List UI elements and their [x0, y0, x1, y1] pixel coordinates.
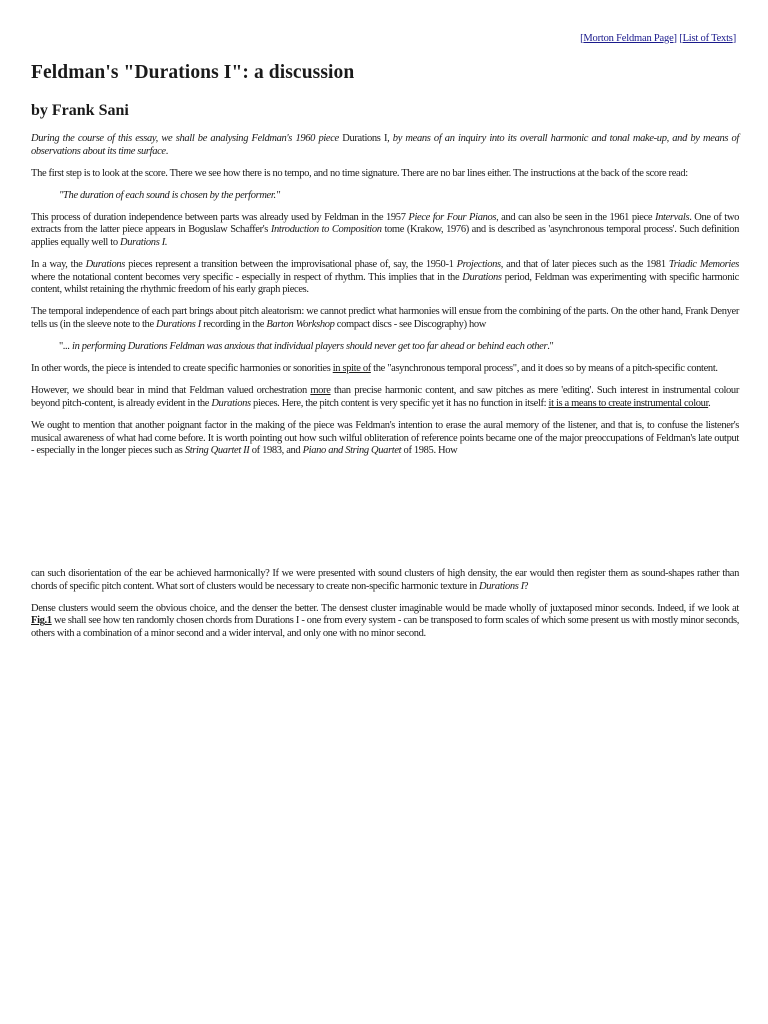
text: . One of two extracts from the latter piece appears in Boguslaw Schaffer's — [31, 211, 739, 236]
nav-bracket: [ — [580, 33, 584, 44]
piece-title: Intervals — [655, 211, 690, 223]
nav-bracket: ] — [732, 33, 736, 44]
top-navigation — [580, 33, 736, 44]
paragraph-aural-memory — [31, 420, 739, 458]
piece-title: Durations I — [156, 319, 201, 331]
piece-title: Durations — [462, 271, 502, 283]
emphasis-underline: more — [310, 385, 331, 397]
piece-title: Projections, — [456, 259, 504, 271]
intro-paragraph — [31, 133, 739, 158]
paragraph-in-other-words — [31, 363, 739, 376]
fig1-link[interactable]: Fig.1 — [31, 615, 52, 627]
emphasis-underline: it is a means to create instrumental colour — [548, 397, 709, 409]
piece-title: Piece for Four Pianos, — [408, 211, 499, 223]
text: In other words, the piece is intended to create specific harmonies or sonorities — [31, 363, 333, 375]
text: recording in the — [200, 319, 267, 331]
text: tome (Krakow, 1976) and is described as 'asynchronous temporal process'. Such definition applies equally well to — [31, 224, 739, 249]
paragraph-aleatorism — [31, 306, 739, 331]
article-body-lower — [31, 568, 739, 650]
paragraph-disorientation — [31, 568, 739, 593]
text: we shall see how ten randomly chosen chords from Durations I - one from every system - can be transposed to form scales of which some present us with mostly minor seconds, others with a combination of a minor second and a wider interval, and only one with no minor second. — [31, 615, 739, 639]
text: . — [708, 397, 711, 409]
quote-mark: " — [59, 341, 63, 353]
article-body-upper — [31, 133, 739, 467]
quote-mark: ." — [547, 341, 554, 353]
text: In a way, the — [31, 259, 86, 271]
piece-title: Durations — [211, 397, 251, 409]
text: the "asynchronous temporal process", and it does so by means of a pitch-specific content. — [370, 363, 718, 375]
text: However, we should bear in mind that Feldman valued orchestration — [31, 385, 311, 397]
text: period, Feldman was experimenting with specific harmonic content, whilst retaining the rhythmic freedom of his early graph pieces. — [31, 271, 739, 296]
intro-text: During the course of this essay, we shall be analysing Feldman's 1960 piece — [31, 133, 343, 144]
piece-title: Durations I. — [120, 237, 168, 249]
nav-bracket: ] [ — [673, 33, 683, 44]
text: and can also be seen in the 1961 piece — [498, 211, 655, 223]
list-of-texts-link[interactable]: List of Texts — [682, 33, 733, 44]
paragraph-transition — [31, 259, 739, 297]
author-byline: by Frank Sani — [31, 102, 129, 119]
page-title: Feldman's "Durations I": a discussion — [31, 62, 355, 83]
book-title: Introduction to Composition — [270, 224, 382, 236]
paragraph-score: The first step is to look at the score. There we see how there is no tempo, and no time signature. There are no bar lines either. The instructions at the back of the score read: — [31, 167, 688, 179]
intro-text: . — [165, 145, 169, 157]
ensemble-name: Barton Workshop — [266, 319, 335, 331]
text: pieces. Here, the pitch content is very specific yet it has no function in itself: — [250, 397, 549, 409]
piece-title: Piano and String Quartet — [302, 445, 402, 457]
piece-title: Durations I — [479, 580, 524, 592]
paragraph-duration-independence — [31, 212, 739, 250]
text: The temporal independence of each part brings about pitch aleatorism: we cannot predict what harmonies will ensue from the combining of the parts. On the other hand, Frank Denyer tells us (in the sleeve note to the — [31, 306, 739, 331]
text: This process of duration independence between parts was already used by Feldman in the 1957 — [31, 211, 409, 223]
intro-text: , by means of an inquiry into its overall harmonic and tonal make-up, and by means of observations about its time surface — [31, 133, 739, 157]
quote-denyer — [59, 341, 739, 354]
text: of 1985. How — [401, 445, 458, 457]
text: We ought to mention that another poignant factor in the making of the piece was Feldman's intention to erase the aural memory of the listener, and that is, to confuse the listener's musical awareness of what had come before. It is worth pointing out how such wilful obliteration of reference points became one of the major preoccupations of Feldman's late output - especially in the longer pieces such as — [31, 420, 739, 457]
emphasis-underline: in spite of — [332, 363, 371, 375]
text: than precise harmonic content, and saw pitches as mere 'editing'. Such interest in instrumental colour beyond pitch-content, is already evident in the — [31, 385, 739, 409]
text: compact discs - see Discography) how — [334, 319, 487, 331]
text: ? — [523, 580, 529, 592]
piece-title: Triadic Memories — [668, 259, 740, 271]
piece-title: String Quartet II — [184, 445, 250, 457]
intro-piece-title: Durations I — [342, 133, 388, 144]
text: pieces represent a transition between the improvisational phase of, say, the 1950-1 — [125, 259, 457, 271]
quote-performer — [59, 190, 739, 203]
morton-feldman-page-link[interactable]: Morton Feldman Page — [583, 33, 674, 44]
text: and that of later pieces such as the 1981 — [503, 259, 669, 271]
paragraph-orchestration — [31, 385, 739, 410]
text: can such disorientation of the ear be achieved harmonically? If we were presented with sound clusters of high density, the ear would then register them as sound-shapes rather than chords of specific pitch content. What sort of clusters would be necessary to create non-specific harmonic texture in — [31, 568, 739, 592]
text: Dense clusters would seem the obvious choice, and the denser the better. The densest cluster imaginable would be made wholly of juxtaposed minor seconds. Indeed, if we look at — [31, 602, 739, 614]
quote-text: ... in performing Durations Feldman was anxious that individual players should never get too far ahead or behind each other — [62, 341, 548, 353]
text: where the notational content becomes very specific - especially in respect of rhythm. This implies that in the — [31, 271, 463, 283]
quote-text: "The duration of each sound is chosen by the performer." — [59, 189, 280, 201]
piece-title: Durations — [85, 259, 126, 271]
paragraph-dense-clusters — [31, 603, 739, 641]
text: of 1983, and — [249, 445, 303, 457]
